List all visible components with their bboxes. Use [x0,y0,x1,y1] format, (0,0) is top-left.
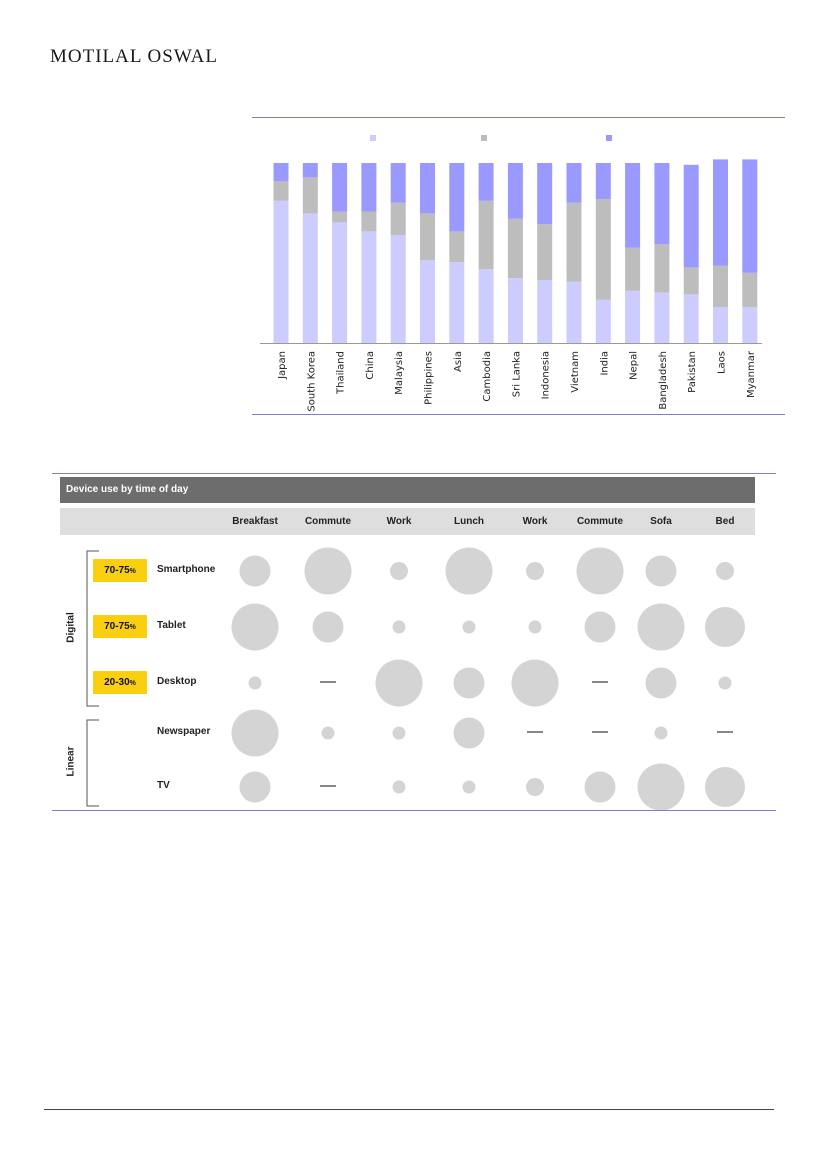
usage-bubble [526,778,544,796]
x-tick-label: Laos [716,351,728,375]
x-tick-label: China [364,351,376,380]
bar-segment [274,163,289,181]
bar-segment [654,244,669,293]
bar-segment [596,163,611,199]
x-tick-label: South Korea [306,351,318,412]
legend-swatch [370,135,376,141]
x-tick-label: Bangladesh [657,351,669,410]
x-tick-label: Nepal [628,351,640,380]
bar-segment [420,213,435,260]
column-header: Commute [304,516,352,527]
column-header: Work [522,516,548,527]
column-header: Breakfast [232,516,278,527]
bar-segment [567,163,582,203]
table-top-rule [52,473,776,474]
bar-segment [479,163,494,201]
legend-swatch [481,135,487,141]
bar-segment [684,294,699,343]
column-header: Sofa [650,516,672,527]
usage-bubble [232,710,279,757]
bar-segment [274,181,289,201]
footer-rule [44,1109,774,1110]
usage-bubble [322,727,335,740]
usage-bubble [393,727,406,740]
usage-bubble [240,772,271,803]
bar-segment [625,163,640,248]
x-tick-label: Philippines [423,351,435,405]
group-label: Digital [65,611,77,643]
bar-segment [537,280,552,343]
usage-bubble [529,621,542,634]
bar-segment [420,260,435,343]
usage-bubble [446,548,493,595]
usage-bubble [240,556,271,587]
usage-bubble [585,612,616,643]
bar-segment [508,278,523,343]
stacked-bar-chart [252,118,785,414]
bar-segment [391,235,406,343]
device-label: Newspaper [157,726,211,737]
x-tick-label: Thailand [335,351,347,394]
usage-bubble [454,668,485,699]
device-table-title: Device use by time of day [60,477,755,503]
usage-bubble [719,677,732,690]
usage-bubble [577,548,624,595]
usage-bubble [313,612,344,643]
usage-bubble [638,604,685,651]
column-header: Lunch [454,516,484,527]
bar-segment [332,222,347,343]
brand-logo: MOTILAL OSWAL [50,46,218,67]
device-label: TV [157,780,170,791]
bar-segment [479,269,494,343]
bar-segment [274,201,289,343]
usage-bubble [705,607,745,647]
x-tick-label: Vietnam [570,351,581,393]
bar-segment [303,163,318,177]
usage-bubble [232,604,279,651]
group-bracket [87,720,99,806]
usage-bubble [638,764,685,811]
bar-segment [684,267,699,294]
bar-segment [684,165,699,268]
usage-bubble [646,556,677,587]
x-tick-label: Cambodia [482,351,494,402]
bar-segment [567,203,582,282]
bar-segment [361,231,376,343]
bar-segment [391,163,406,203]
bar-segment [332,212,347,223]
usage-bubble [454,718,485,749]
bar-segment [420,163,435,213]
usage-bubble [393,621,406,634]
share-badge: 70-75% [93,559,147,582]
legend-swatch [606,135,612,141]
usage-bubble [376,660,423,707]
share-badge: 20-30% [93,671,147,694]
usage-bubble [390,562,408,580]
x-tick-label: Asia [452,351,464,372]
share-badge: 70-75% [93,615,147,638]
usage-bubble [249,677,262,690]
x-tick-label: India [599,351,611,376]
usage-bubble [646,668,677,699]
x-tick-label: Myanmar [745,351,757,398]
usage-bubble [526,562,544,580]
bar-segment [742,307,757,343]
bar-segment [303,177,318,213]
usage-bubble [393,781,406,794]
bar-segment [361,212,376,232]
x-tick-label: Malaysia [394,351,406,395]
bar-segment [713,266,728,307]
column-header: Bed [715,516,735,527]
bar-segment [567,282,582,343]
x-tick-label: Sri Lanka [511,351,523,398]
bar-segment [508,219,523,278]
usage-bubble [705,767,745,807]
bar-segment [449,163,464,231]
usage-bubble [585,772,616,803]
bar-segment [391,203,406,235]
bar-segment [449,231,464,262]
usage-bubble [716,562,734,580]
bar-segment [742,273,757,307]
bar-segment [713,307,728,343]
usage-bubble [305,548,352,595]
usage-bubble [463,781,476,794]
column-header: Work [386,516,412,527]
x-tick-label: Pakistan [687,351,699,393]
chart-bottom-rule [252,414,785,415]
bar-segment [654,163,669,244]
x-tick-label: Indonesia [540,351,552,400]
device-label: Tablet [157,620,186,631]
bar-segment [625,248,640,291]
bar-segment [508,163,523,219]
bar-segment [596,199,611,300]
group-label: Linear [65,746,77,777]
bar-segment [713,159,728,265]
device-label: Smartphone [157,564,216,575]
device-label: Desktop [157,676,197,687]
column-header: Commute [576,516,624,527]
bar-segment [449,262,464,343]
bar-segment [332,163,347,212]
bar-segment [654,293,669,343]
usage-bubble [512,660,559,707]
table-bottom-rule [52,810,776,811]
x-tick-label: Japan [277,351,288,379]
usage-bubble [655,727,668,740]
bar-segment [361,163,376,212]
bar-segment [742,159,757,272]
bar-segment [625,291,640,343]
bar-segment [537,224,552,280]
usage-bubble [463,621,476,634]
bar-segment [537,163,552,224]
bar-segment [479,201,494,269]
bar-segment [596,300,611,343]
bar-segment [303,213,318,343]
